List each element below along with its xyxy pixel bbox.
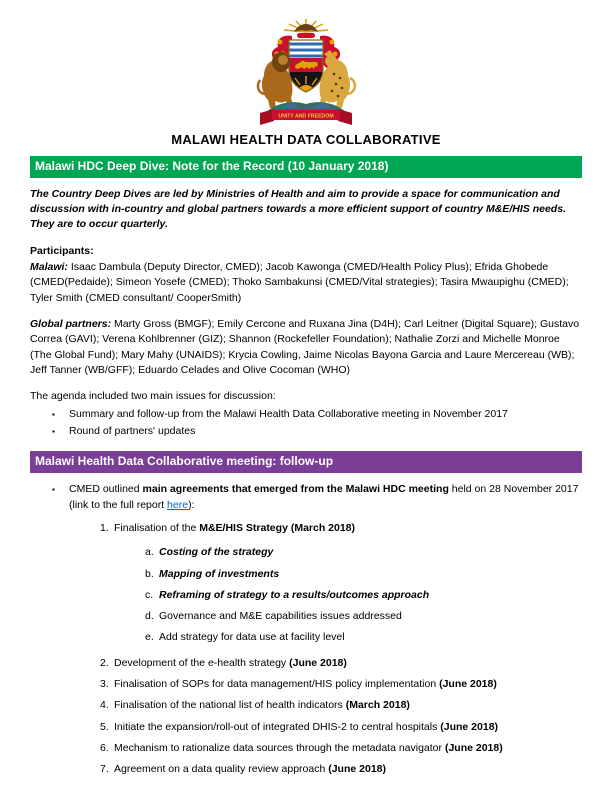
item-text — [114, 521, 582, 536]
item-number: 1. — [100, 521, 109, 534]
text-run: (June 2018) — [440, 720, 499, 733]
item-text — [114, 762, 582, 777]
sub-item-text — [159, 609, 402, 624]
section-header-deep-dive: Malawi HDC Deep Dive: Note for the Record (10 January 2018) — [30, 156, 582, 178]
lion-supporter-icon — [258, 50, 294, 108]
item-number: 6. — [100, 742, 109, 755]
square-bullet-icon: ▪ — [52, 426, 55, 436]
sub-item-text — [159, 567, 279, 582]
agenda-item-text: Summary and follow-up from the Malawi Health Data Collaborative meeting in November 2017 — [69, 407, 508, 420]
action-item — [30, 720, 582, 735]
text-run: Add strategy for data use at facility level — [159, 631, 345, 644]
item-number: 7. — [100, 763, 109, 776]
participants-label: Participants: — [30, 244, 94, 257]
action-sub-item — [30, 609, 582, 624]
coat-of-arms-graphic — [236, 16, 376, 128]
action-sub-item — [30, 545, 582, 560]
sub-item-letter: b. — [145, 567, 154, 580]
item-text — [114, 720, 582, 735]
followup-bullet — [30, 482, 582, 513]
action-item — [30, 698, 582, 713]
agenda-item-text: Round of partners' updates — [69, 424, 196, 437]
crest-torse — [297, 33, 315, 38]
text-run: M&E/HIS Strategy (March 2018) — [199, 521, 356, 534]
item-text — [114, 677, 582, 692]
text-run: Agreement on a data quality review approach — [114, 763, 329, 776]
agenda-item — [30, 424, 582, 439]
action-sub-item — [30, 567, 582, 582]
shield-icon — [289, 40, 323, 103]
text-run: Finalisation of the — [114, 521, 200, 534]
sub-item-text — [159, 545, 273, 560]
crest-eagle-icon — [294, 24, 318, 32]
action-sub-item — [30, 630, 582, 645]
text-run: (June 2018) — [328, 763, 386, 776]
intro-paragraph: The Country Deep Dives are led by Ministries of Health and aim to provide a space for communication and discussion with in-country and global partners towards a more efficient support of country M&E/HIS needs. They are to occur quarterly. — [30, 187, 566, 231]
text-run: Development of the e-health strategy — [114, 656, 290, 669]
item-number: 4. — [100, 699, 109, 712]
text-run: Mapping of investments — [159, 567, 280, 580]
agenda-list — [30, 407, 582, 440]
text-run: Governance and M&E capabilities issues addressed — [159, 610, 402, 623]
text-run: Initiate the expansion/roll-out of integrated DHIS-2 to central hospitals — [114, 720, 441, 733]
motto-ribbon — [260, 109, 352, 125]
square-bullet-icon: ▪ — [52, 409, 55, 419]
document-title: MALAWI HEALTH DATA COLLABORATIVE — [171, 132, 441, 147]
action-items-list — [30, 521, 582, 778]
sub-item-letter: a. — [145, 546, 154, 559]
report-link[interactable]: here — [167, 498, 189, 511]
text-run: Finalisation of SOPs for data management/HIS policy implementation — [114, 678, 440, 691]
agenda-item — [30, 407, 582, 422]
text-run: (June 2018) — [444, 742, 503, 755]
square-bullet-icon: ▪ — [52, 485, 55, 495]
item-number: 3. — [100, 678, 109, 691]
section-header-followup: Malawi Health Data Collaborative meeting: follow-up — [30, 451, 582, 473]
participants-global — [30, 317, 582, 378]
action-item — [30, 521, 582, 536]
motto-text: UNITY AND FREEDOM — [278, 113, 334, 120]
action-item — [30, 656, 582, 671]
global-partner-names: Marty Gross (BMGF); Emily Cercone and Ruxana Jina (D4H); Carl Leitner (Digital Square); Gustavo Correa (GAVI); Verena Kohlbrenner (GIZ); Shannon (Rockefeller Foundation); Nathalie Zorzi and Michelle Monroe (The Global Fund); Mary Mahy (UNAIDS); Krycia Cowling, Jaime Nicolas Bayona Garcia and Laure Mercereau (WB); Jeff Tanner (WB/GFF); Eduardo Celades and Olive Cocoman (WHO) — [30, 317, 580, 376]
item-number: 5. — [100, 720, 109, 733]
malawi-names: Isaac Dambula (Deputy Director, CMED); Jacob Kawonga (CMED/Health Policy Plus); Efrida Ghobede (CMED(Pedaide); Simeon Yosefe (CMED); Thoko Sambakunsi (CMED/Vital strategies); Tasira Mwaupighu (CMED); Tyler Smith (CMED consultant/ CooperSmith) — [30, 260, 569, 304]
action-sub-list — [30, 545, 582, 646]
malawi-coat-of-arms — [30, 16, 582, 128]
action-item — [30, 741, 582, 756]
sub-item-letter: c. — [145, 588, 154, 601]
text-run: (June 2018) — [439, 678, 497, 691]
text-run: Finalisation of the national list of health indicators — [114, 699, 346, 712]
malawi-label: Malawi: — [30, 260, 68, 273]
action-sub-item — [30, 588, 582, 603]
agenda-intro: The agenda included two main issues for discussion: — [30, 390, 276, 403]
item-text — [114, 698, 582, 713]
sub-item-letter: e. — [145, 631, 154, 644]
participants-malawi — [30, 260, 582, 306]
text-run: (March 2018) — [345, 699, 410, 712]
text-run: (June 2018) — [289, 656, 347, 669]
action-item — [30, 762, 582, 777]
text-run: Costing of the strategy — [159, 546, 274, 559]
text-run: main agreements that emerged from the Malawi HDC meeting — [142, 483, 449, 496]
item-number: 2. — [100, 656, 109, 669]
text-run: Mechanism to rationalize data sources through the metadata navigator — [114, 742, 445, 755]
text-run: Reframing of strategy to a results/outcomes approach — [159, 588, 430, 601]
text-run: held on 28 November 2017 (link to the full report — [69, 483, 579, 511]
sub-item-text — [159, 630, 345, 645]
sub-item-text — [159, 588, 429, 603]
item-text — [114, 741, 582, 756]
global-partners-label: Global partners: — [30, 317, 112, 330]
text-run: ): — [188, 498, 195, 511]
action-item — [30, 677, 582, 692]
item-text — [114, 656, 582, 671]
text-run: CMED outlined — [69, 483, 143, 496]
sub-item-letter: d. — [145, 610, 154, 623]
